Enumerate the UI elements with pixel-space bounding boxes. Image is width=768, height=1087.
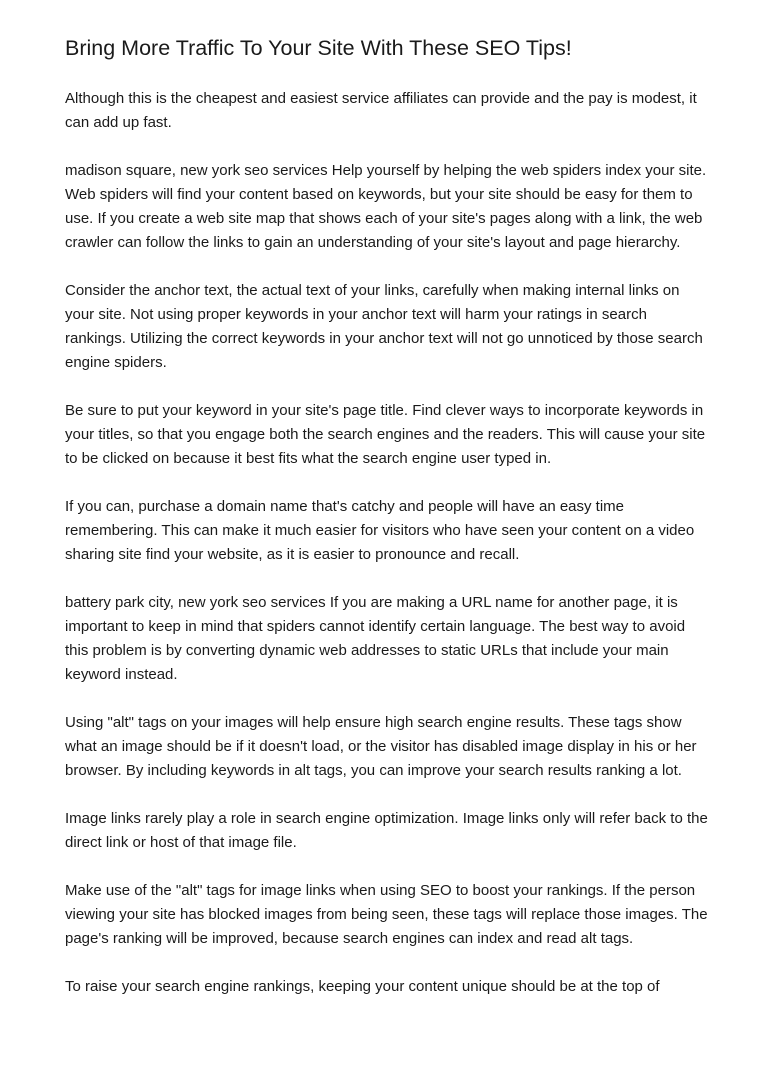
paragraph-4: Be sure to put your keyword in your site's page title. Find clever ways to incorporate keywords in your titles, so that you engage both the search engines and the readers. This will cause your site to be clicked on because it best fits what the search engine user typed in. xyxy=(65,402,706,467)
paragraph-9: Make use of the "alt" tags for image links when using SEO to boost your rankings. If the person viewing your site has blocked images from being seen, these tags will replace those images. The page's ranking will be improved, because search engines can index and read alt tags. xyxy=(65,882,708,947)
document-body xyxy=(65,87,711,1023)
paragraph-10: To raise your search engine rankings, keeping your content unique should be at the top of xyxy=(65,978,660,995)
paragraph-1: Although this is the cheapest and easiest service affiliates can provide and the pay is modest, it can add up fast. xyxy=(65,90,697,131)
paragraph-6: battery park city, new york seo services If you are making a URL name for another page, it is important to keep in mind that spiders cannot identify certain language. The best way to avoid this problem is by converting dynamic web addresses to static URLs that include your main keyword instead. xyxy=(65,594,686,683)
paragraph-8: Image links rarely play a role in search engine optimization. Image links only will refer back to the direct link or host of that image file. xyxy=(65,810,708,851)
page-title: Bring More Traffic To Your Site With These SEO Tips! xyxy=(65,36,572,60)
paragraph-2: madison square, new york seo services Help yourself by helping the web spiders index your site. Web spiders will find your content based on keywords, but your site should be easy for them to use. If you create a web site map that shows each of your site's pages along with a link, the web crawler can follow the links to gain an understanding of your site's layout and page hierarchy. xyxy=(65,162,707,251)
paragraph-5: If you can, purchase a domain name that's catchy and people will have an easy time remembering. This can make it much easier for visitors who have seen your content on a video sharing site find your website, as it is easier to pronounce and recall. xyxy=(65,498,695,563)
paragraph-3: Consider the anchor text, the actual text of your links, carefully when making internal links on your site. Not using proper keywords in your anchor text will harm your ratings in search rankings. Utilizing the correct keywords in your anchor text will not go unnoticed by those search engine spiders. xyxy=(65,282,703,371)
paragraph-7: Using "alt" tags on your images will help ensure high search engine results. These tags show what an image should be if it doesn't load, or the visitor has disabled image display in his or her browser. By including keywords in alt tags, you can improve your search results ranking a lot. xyxy=(65,714,697,779)
